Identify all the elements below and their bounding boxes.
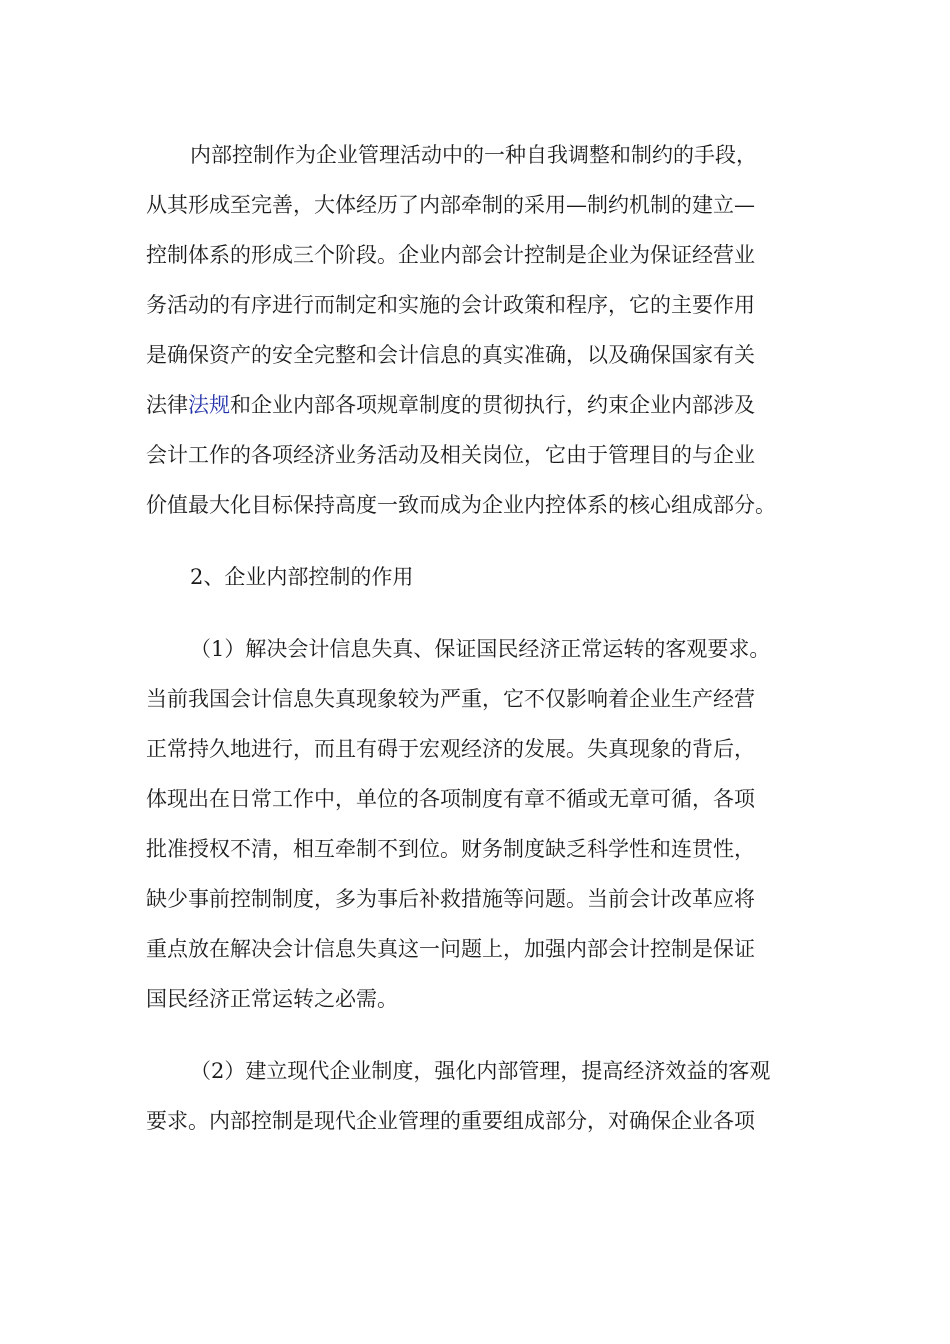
paragraph-line: 体现出在日常工作中，单位的各项制度有章不循或无章可循，各项 (146, 787, 755, 811)
paragraph-line: （1）解决会计信息失真、保证国民经济正常运转的客观要求。 (190, 637, 771, 661)
paragraph-line: 缺少事前控制制度，多为事后补救措施等问题。当前会计改革应将 (146, 887, 755, 911)
paragraph-gap (146, 602, 810, 624)
paragraph-line: 当前我国会计信息失真现象较为严重，它不仅影响着企业生产经营 (146, 687, 755, 711)
paragraph-line (146, 380, 810, 430)
paragraph-line: 重点放在解决会计信息失真这一问题上，加强内部会计控制是保证 (146, 937, 755, 961)
text-segment: 和企业内部各项规章制度的贯彻执行，约束企业内部涉及 (230, 393, 755, 417)
paragraph-line: 正常持久地进行，而且有碍于宏观经济的发展。失真现象的背后， (146, 737, 755, 761)
paragraph-line: 国民经济正常运转之必需。 (146, 987, 398, 1011)
document-body (146, 130, 810, 1146)
paragraph-gap (146, 530, 810, 552)
paragraph-modern-enterprise (146, 1046, 810, 1146)
paragraph-line: 务活动的有序进行而制定和实施的会计政策和程序，它的主要作用 (146, 293, 755, 317)
paragraph-line: 要求。内部控制是现代企业管理的重要组成部分，对确保企业各项 (146, 1109, 755, 1133)
paragraph-accounting-info-distortion (146, 624, 810, 1024)
paragraph-line: 批准授权不清，相互牵制不到位。财务制度缺乏科学性和连贯性， (146, 837, 755, 861)
paragraph-line: 内部控制作为企业管理活动中的一种自我调整和制约的手段， (190, 143, 757, 167)
paragraph-internal-control-intro (146, 130, 810, 530)
paragraph-line: 从其形成至完善，大体经历了内部牵制的采用—制约机制的建立— (146, 193, 755, 217)
paragraph-line: 是确保资产的安全完整和会计信息的真实准确，以及确保国家有关 (146, 343, 755, 367)
paragraph-line: 价值最大化目标保持高度一致而成为企业内控体系的核心组成部分。 (146, 493, 776, 517)
paragraph-gap (146, 1024, 810, 1046)
text-segment: 法律 (146, 393, 188, 417)
paragraph-line: 会计工作的各项经济业务活动及相关岗位，它由于管理目的与企业 (146, 443, 755, 467)
regulations-link[interactable]: 法规 (188, 393, 230, 417)
paragraph-line: （2）建立现代企业制度，强化内部管理，提高经济效益的客观 (190, 1059, 771, 1083)
section-heading: 2、企业内部控制的作用 (190, 565, 414, 589)
paragraph-line: 控制体系的形成三个阶段。企业内部会计控制是企业为保证经营业 (146, 243, 755, 267)
